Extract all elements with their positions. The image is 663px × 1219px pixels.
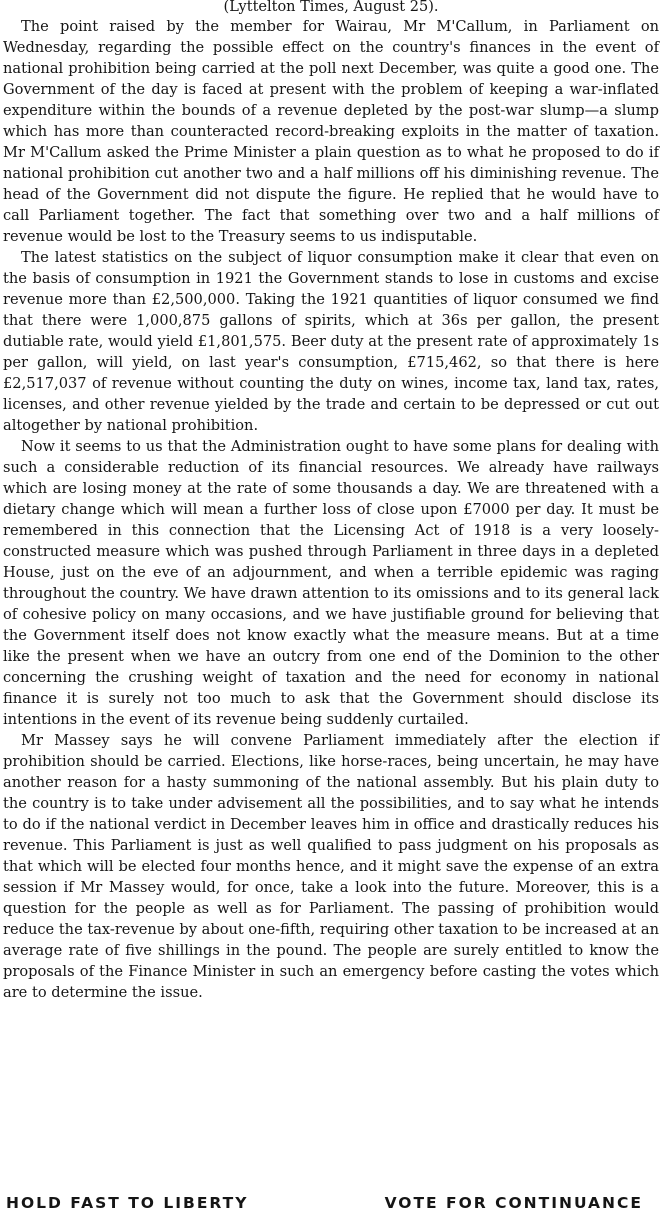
article-paragraph-2: The latest statistics on the subject of liquor consumption make it clear that even on the basis of consumption in 1921 the Government stands to lose in customs and excise revenue more than £2,500,000. Taking the 1921 quantities of liquor consumed we find that there were 1,000,875 gallons of spirits, which at 36s per gallon, the present dutiable rate, would yield £1,801,575. Beer duty at the present rate of approximately 1s per gallon, will yield, on last year's consumption, £715,462, so that there is here £2,517,037 of revenue without counting the duty on wines, income tax, land tax, rates, licenses, and other revenue yielded by the trade and certain to be depressed or cut out altogether by national prohibition.: [3, 249, 659, 434]
article-paragraph-1: The point raised by the member for Wairau, Mr M'Callum, in Parliament on Wednesday, regarding the possible effect on the country's finances in the event of national prohibition being carried at the poll next December, was quite a good one. The Government of the day is faced at present with the problem of keeping a war-inflated expenditure within the bounds of a revenue depleted by the post-war slump—a slump which has more than counteracted record-breaking exploits in the matter of taxation. Mr M'Callum asked the Prime Minister a plain question as to what he proposed to do if national prohibition cut another two and a half millions off his diminishing revenue. The head of the Government did not dispute the figure. He replied that he would have to call Parliament together. The fact that something over two and a half millions of revenue would be lost to the Treasury seems to us indisputable.: [3, 18, 659, 245]
article-paragraph-3: Now it seems to us that the Administration ought to have some plans for dealing with such a considerable reduction of its financial resources. We already have railways which are losing money at the rate of some thousands a day. We are threatened with a dietary change which will mean a further loss of close upon £7000 per day. It must be remembered in this connection that the Licensing Act of 1918 is a very loosely-constructed measure which was pushed through Parliament in three days in a depleted House, just on the eve of an adjournment, and when a terrible epidemic was raging throughout the country. We have drawn attention to its omissions and to its general lack of cohesive policy on many occasions, and we have justifiable ground for believing that the Government itself does not know exactly what the measure means. But at a time like the present when we have an outcry from one end of the Dominion to the other concerning the crushing weight of taxation and the need for economy in national finance it is surely not too much to ask that the Government should disclose its intentions in the event of its revenue being suddenly curtailed.: [3, 438, 659, 728]
slogan-left: HOLD FAST TO LIBERTY: [6, 1194, 249, 1212]
source-citation: (Lyttelton Times, August 25).: [223, 0, 439, 15]
article-body: [3, 16, 659, 1003]
article-paragraph-4: Mr Massey says he will convene Parliament immediately after the election if prohibition should be carried. Elections, like horse-races, being uncertain, he may have another reason for a hasty summoning of the national assembly. But his plain duty to the country is to take under advisement all the possibilities, and to say what he intends to do if the national verdict in December leaves him in office and drastically reduces his revenue. This Parliament is just as well qualified to pass judgment on his proposals as that which will be elected four months hence, and it might save the expense of an extra session if Mr Massey would, for once, take a look into the future. Moreover, this is a question for the people as well as for Parliament. The passing of prohibition would reduce the tax-revenue by about one-fifth, requiring other taxation to be increased at an average rate of five shillings in the pound. The people are surely entitled to know the proposals of the Finance Minister in such an emergency before casting the votes which are to determine the issue.: [3, 732, 659, 1001]
slogan-right: VOTE FOR CONTINUANCE: [384, 1194, 643, 1212]
footer-slogans: [6, 1192, 643, 1214]
